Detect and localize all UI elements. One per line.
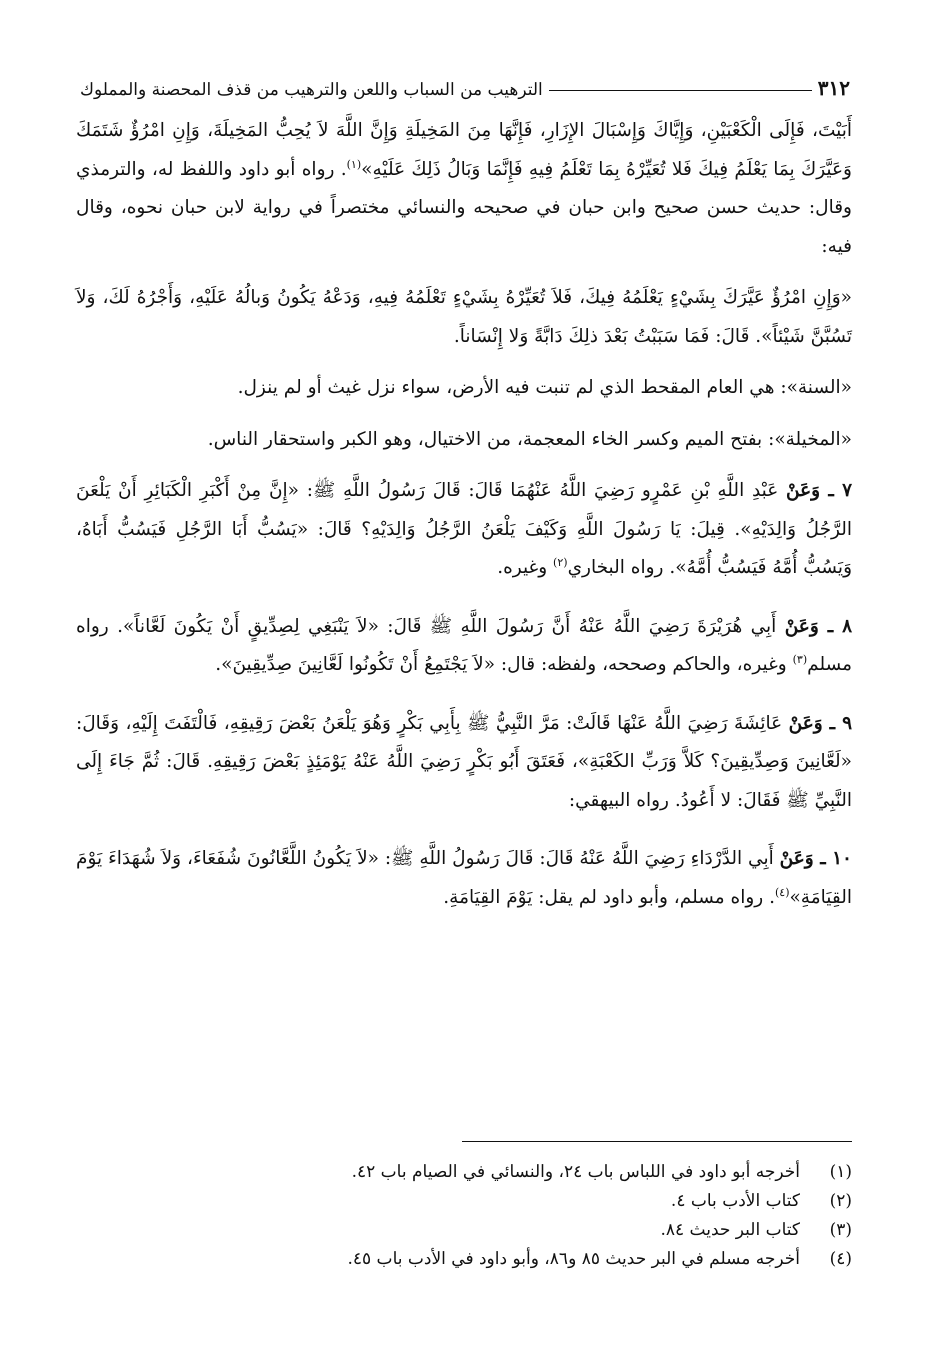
paragraph-p3 <box>76 369 852 408</box>
text-run: . رواه مسلم، وأبو داود لم يقل: يَوْمَ القِيَامَةِ. <box>443 886 775 908</box>
page-number: ٣١٢ <box>817 76 850 100</box>
text-run: أَبِي الدَّرْدَاءِ رَضِيَ اللَّهُ عَنْهُ قَالَ: قَالَ رَسُولُ اللَّهِ ﷺ: «لاَ يَكُونُ اللَّعَّانُونَ شُفَعَاءَ، وَلاَ شُهَدَاءَ يَوْمَ القِيَامَةِ» <box>76 848 852 908</box>
footnote-marker: (٣) <box>829 1220 852 1240</box>
paragraph-p2 <box>76 279 852 356</box>
hadith-number: ٩ ـ وَعَنْ <box>788 712 852 734</box>
text-run: «السنة»: هي العام المقحط الذي لم تنبت فيه الأرض، سواء نزل غيث أو لم ينزل. <box>237 377 852 398</box>
paragraph-p5 <box>76 472 852 588</box>
text-run: أَبِي هُرَيْرَةَ رَضِيَ اللَّهُ عَنْهُ أَنَّ رَسُولَ اللَّهِ ﷺ قَالَ: «لاَ يَنْبَغِي لِصِدِّيقٍ أَنْ يَكُونَ لَعَّاناً». رواه مسلم <box>76 615 852 675</box>
footnote-text: أخرجه أبو داود في اللباس باب ٢٤، والنسائي في الصيام باب ٤٢. <box>351 1162 800 1182</box>
footnote-marker: (١) <box>829 1162 852 1182</box>
text-run: وغيره، والحاكم وصححه، ولفظه: قال: «لاَ يَجْتَمِعُ أَنْ تَكُونُوا لَعَّانِينَ صِدِّيقِينَ». <box>215 654 793 675</box>
footnote-text: كتاب البر حديث ٨٤. <box>660 1220 800 1240</box>
footnote-marker: (٤) <box>829 1249 852 1269</box>
footnote-separator <box>462 1141 852 1142</box>
running-title: الترهيب من السباب واللعن والترهيب من قذف المحصنة والمملوك <box>80 80 543 100</box>
footnote-ref: (٤) <box>774 885 790 899</box>
hadith-number: ٨ ـ وَعَنْ <box>784 615 852 637</box>
footnote-text: أخرجه مسلم في البر حديث ٨٥ و٨٦، وأبو داود في الأدب باب ٤٥. <box>347 1249 800 1269</box>
text-run: عَبْدِ اللَّهِ بْنِ عَمْرٍو رَضِيَ اللَّهُ عَنْهُمَا قَالَ: قَالَ رَسُولُ اللَّهِ ﷺ: «إِنَّ مِنْ أَكْبَرِ الْكَبَائِرِ أَنْ يَلْعَنَ الرَّجُلُ وَالِدَيْهِ». قِيلَ: يَا رَسُولَ اللَّهِ وَكَيْفَ يَلْعَنُ الرَّجُلُ وَالِدَيْهِ؟ قَالَ: «يَسُبُّ أَبَا الرَّجُلِ فَيَسُبُّ أَبَاهُ، وَيَسُبُّ أُمَّهُ فَيَسُبُّ أُمَّهُ». رواه البخاري <box>76 480 852 578</box>
footnote-item <box>100 1245 852 1274</box>
footnotes <box>100 1158 852 1274</box>
paragraph-p8 <box>76 840 852 917</box>
text-run: عَائِشَةَ رَضِيَ اللَّهُ عَنْهَا قَالَتْ: مَرَّ النَّبِيُّ ﷺ بِأَبِي بَكْرٍ وَهُوَ يَلْعَنُ بَعْضَ رَقِيقِهِ، فَالْتَفَتَ إِلَيْهِ، وَقَالَ: «لَعَّانِينَ وَصِدِّيقِينَ؟ كَلاَّ وَرَبِّ الكَعْبَةِ»، فَعَتَقَ أَبُو بَكْرٍ رَضِيَ اللَّهُ عَنْهُ يَوْمَئِذٍ بَعْضَ رَقِيقِهِ. قَالَ: ثُمَّ جَاءَ إِلَى النَّبِيِّ ﷺ فَقَالَ: لا أَعُودُ. رواه البيهقي: <box>76 712 852 811</box>
footnote-ref: (١) <box>346 157 362 171</box>
hadith-number: ١٠ ـ وَعَنْ <box>779 848 852 869</box>
footnote-item <box>100 1158 852 1187</box>
paragraph-p6 <box>76 608 852 685</box>
hadith-number: ٧ ـ وَعَنْ <box>786 480 853 501</box>
footnote-ref: (٣) <box>792 652 808 666</box>
text-run: . رواه أبو داود واللفظ له، والترمذي وقال: حديث حسن صحيح وابن حبان في صحيحه والنسائي مختصراً في رواية لابن حبان نحوه، وقال فيه: <box>76 158 852 257</box>
text-run: «المخيلة»: بفتح الميم وكسر الخاء المعجمة، من الاختيال، وهو الكبر واستحقار الناس. <box>207 428 852 450</box>
header-rule <box>549 90 812 91</box>
footnote-marker: (٢) <box>829 1191 852 1211</box>
text-run: وغيره. <box>497 557 554 578</box>
text-run: «وَإِنِ امْرُؤٌ عَيَّرَكَ بِشَيْءٍ يَعْلَمُهُ فِيكَ، فَلاَ تُعَيِّرْهُ بِشَيْءٍ تَعْلَمُهُ فِيهِ، وَدَعْهُ يَكُونُ وَبالُهُ عَلَيْهِ، وَأَجْرُهُ لَكَ، وَلاَ تَسُبَّنَّ شَيْئاً». قَالَ: فَمَا سَبَبْتُ بَعْدَ ذلِكَ دَابَّةً وَلا إِنْسَاناً. <box>76 287 852 347</box>
paragraph-p1 <box>76 112 852 266</box>
footnote-item <box>100 1216 852 1245</box>
text-run: أَبَيْتَ، فَإِلَى الْكَعْبَيْنِ، وَإِيَّاكَ وَإِسْبَالَ الإِزَارِ، فَإِنَّهَا مِنَ المَخِيلَةِ وَإِنَّ اللَّهَ لاَ يُحِبُّ المَخِيلَةَ، وَإِنِ امْرُؤٌ شَتَمَكَ وَعَيَّرَكَ بِمَا يَعْلَمُ فِيكَ فَلا تُعَيِّرْهُ بِمَا تَعْلَمُ فِيهِ فَإِنَّمَا وَبَالُ ذَلِكَ عَلَيْهِ» <box>76 120 852 180</box>
paragraph-p4 <box>76 421 852 460</box>
main-text <box>76 112 852 937</box>
paragraph-p7 <box>76 705 852 821</box>
footnote-text: كتاب الأدب باب ٤. <box>670 1191 800 1211</box>
footnote-item <box>100 1187 852 1216</box>
page-header <box>80 70 850 100</box>
footnote-ref: (٢) <box>553 555 568 569</box>
